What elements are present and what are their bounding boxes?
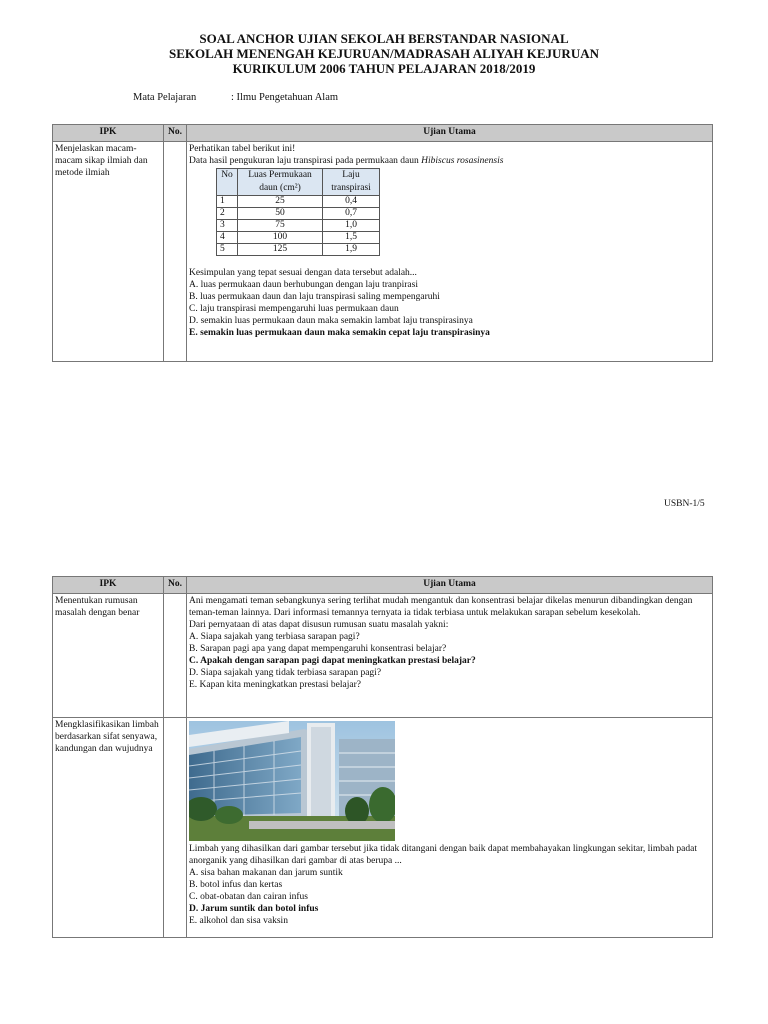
table-row [217, 196, 380, 208]
table-cell: 0,4 [323, 196, 380, 208]
option-a: A. luas permukaan daun berhubungan dengan laju tranpirasi [189, 280, 418, 290]
col-ipk: IPK [53, 125, 164, 142]
col-ipk: IPK [53, 577, 164, 594]
ipk-cell: Mengklasifikasikan limbah berdasarkan sifat senyawa, kandungan dan wujudnya [53, 718, 164, 938]
ipk-cell: Menentukan rumusan masalah dengan benar [53, 594, 164, 718]
question-table-1 [52, 124, 713, 362]
no-cell [164, 594, 187, 718]
question-table-2 [52, 576, 713, 938]
option-b: B. botol infus dan kertas [189, 880, 283, 890]
option-c: C. obat-obatan dan cairan infus [189, 892, 308, 902]
table-cell: 75 [238, 220, 323, 232]
no-cell [164, 142, 187, 362]
table-row [217, 244, 380, 256]
doc-title-line3: KURIKULUM 2006 TAHUN PELAJARAN 2018/2019 [232, 61, 536, 76]
table-cell: 0,7 [323, 208, 380, 220]
option-b: B. luas permukaan daun dan laju transpirasi saling mempengaruhi [189, 292, 440, 302]
option-c-answer: C. Apakah dengan sarapan pagi dapat meningkatkan prestasi belajar? [189, 656, 476, 666]
question-text: Dari pernyataan di atas dapat disusun rumusan suatu masalah yakni: [189, 620, 449, 630]
th-laju: Laju transpirasi [323, 169, 380, 196]
page-number: USBN-1/5 [664, 499, 705, 509]
option-d-answer: D. Jarum suntik dan botol infus [189, 904, 319, 914]
table-cell: 25 [238, 196, 323, 208]
table-cell: 1,0 [323, 220, 380, 232]
question-text: Kesimpulan yang tepat sesuai dengan data tersebut adalah... [189, 268, 417, 278]
option-a: A. sisa bahan makanan dan jarum suntik [189, 868, 343, 878]
option-e: E. alkohol dan sisa vaksin [189, 916, 288, 926]
subject-value: : Ilmu Pengetahuan Alam [231, 92, 339, 103]
table-row [217, 220, 380, 232]
col-no: No. [164, 125, 187, 142]
table-row [217, 232, 380, 244]
table-row [217, 208, 380, 220]
doc-title-line2: SEKOLAH MENENGAH KEJURUAN/MADRASAH ALIYAH KEJURUAN [168, 46, 599, 61]
transpiration-table [216, 168, 380, 256]
question-intro: Perhatikan tabel berikut ini! [189, 144, 296, 154]
question-intro-2 [189, 155, 710, 167]
option-d: D. Siapa sajakah yang tidak terbiasa sarapan pagi? [189, 668, 382, 678]
question-stem: Limbah yang dihasilkan dari gambar tersebut jika tidak ditangani dengan baik dapat membahayakan lingkungan sekitar, limbah padat anorganik yang dihasilkan dari gambar di atas berupa ... [189, 844, 697, 866]
question-stem: Ani mengamati teman sebangkunya sering terlihat mudah mengantuk dan konsentrasi belajar dikelas menurun dibandingkan dengan teman-teman lainnya. Dari informasi temannya ternyata ia tidak terbiasa untuk melakukan sarapan sebelum kesekolah. [189, 596, 693, 618]
question-cell [187, 594, 713, 718]
option-e-answer: E. semakin luas permukaan daun maka semakin cepat laju transpirasinya [189, 328, 490, 338]
species-name: Hibiscus rosasinensis [421, 156, 504, 166]
col-no: No. [164, 577, 187, 594]
question-cell [187, 718, 713, 938]
table-cell: 3 [217, 220, 238, 232]
no-cell [164, 718, 187, 938]
th-no: No [217, 169, 238, 196]
table-cell: 1 [217, 196, 238, 208]
table-cell: 125 [238, 244, 323, 256]
option-b: B. Sarapan pagi apa yang dapat mempengaruhi konsentrasi belajar? [189, 644, 447, 654]
table-cell: 1,9 [323, 244, 380, 256]
option-c: C. laju transpirasi mempengaruhi luas permukaan daun [189, 304, 399, 314]
option-d: D. semakin luas permukaan daun maka semakin lambat laju transpirasinya [189, 316, 473, 326]
table-cell: 5 [217, 244, 238, 256]
table-cell: 4 [217, 232, 238, 244]
option-e: E. Kapan kita meningkatkan prestasi belajar? [189, 680, 361, 690]
table-cell: 100 [238, 232, 323, 244]
th-luas: Luas Permukaan daun (cm²) [238, 169, 323, 196]
table-cell: 50 [238, 208, 323, 220]
col-ujian-utama: Ujian Utama [187, 125, 713, 142]
intro-text: Data hasil pengukuran laju transpirasi pada permukaan daun [189, 156, 419, 166]
subject-label: Mata Pelajaran [133, 92, 197, 103]
doc-title-line1: SOAL ANCHOR UJIAN SEKOLAH BERSTANDAR NASIONAL [199, 31, 569, 46]
ipk-cell: Menjelaskan macam-macam sikap ilmiah dan metode ilmiah [53, 142, 164, 362]
table-cell: 1,5 [323, 232, 380, 244]
table-cell: 2 [217, 208, 238, 220]
hospital-image [189, 721, 395, 841]
question-cell [187, 142, 713, 362]
subject-row [133, 92, 338, 103]
option-a: A. Siapa sajakah yang terbiasa sarapan pagi? [189, 632, 360, 642]
col-ujian-utama: Ujian Utama [187, 577, 713, 594]
